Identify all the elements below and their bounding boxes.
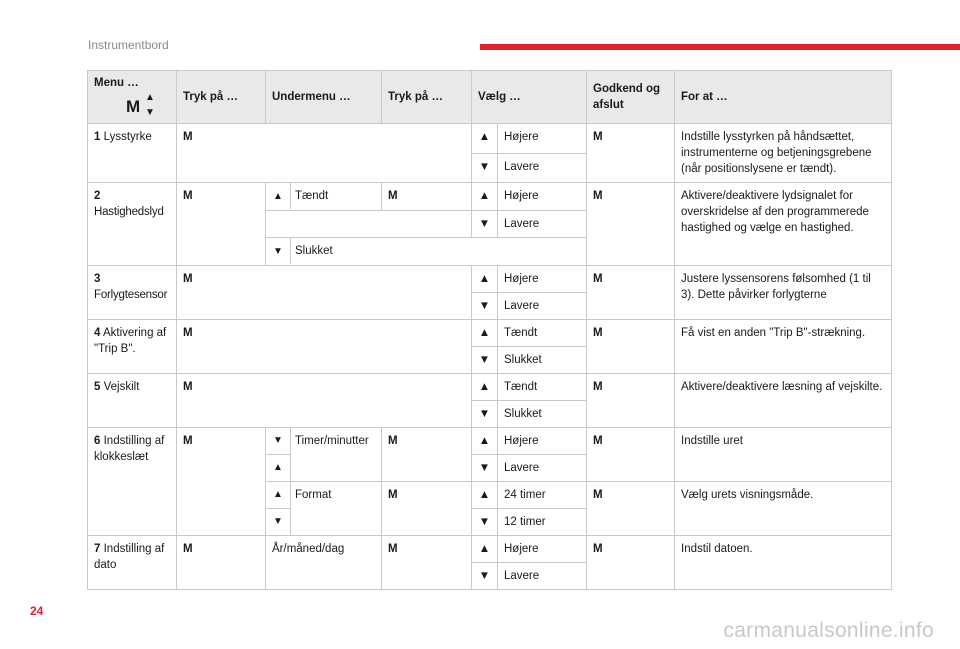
purpose-text: Vælg urets visningsmåde. <box>675 482 892 536</box>
table-header-row <box>88 71 892 124</box>
m-button-icon: M <box>587 374 675 428</box>
row-5-menu: 5 Vejskilt <box>88 374 177 428</box>
empty-cell <box>266 211 472 238</box>
menu-table <box>87 70 892 590</box>
m-button-icon: M <box>177 536 266 590</box>
option-label: Lavere <box>498 563 587 590</box>
m-button-icon: M <box>587 320 675 374</box>
row-6-menu: 6 Indstilling af klokkeslæt <box>88 428 177 536</box>
purpose-text: Aktivere/deaktivere læsning af vejskilte. <box>675 374 892 428</box>
row-4-menu: 4 Aktivering af "Trip B". <box>88 320 177 374</box>
submenu-on-cell <box>266 183 382 211</box>
submenu-label: Slukket <box>290 238 337 264</box>
m-button-icon: M <box>587 124 675 183</box>
purpose-text: Indstil datoen. <box>675 536 892 590</box>
arrow-up-icon: ▲ <box>472 428 498 455</box>
arrow-up-icon: ▲ <box>472 374 498 401</box>
m-button-icon: M <box>177 374 472 428</box>
purpose-text: Få vist en anden "Trip B"-strækning. <box>675 320 892 374</box>
arrow-down-icon: ▼ <box>472 455 498 482</box>
option-label: Højere <box>498 536 587 563</box>
m-button-icon: M <box>382 482 472 536</box>
option-label: Lavere <box>498 211 587 238</box>
row-1-menu: 1 Lysstyrke <box>88 124 177 183</box>
option-label: Højere <box>498 266 587 293</box>
header-confirm: Godkend og afslut <box>587 71 675 124</box>
arrow-up-icon: ▲ <box>472 536 498 563</box>
option-label: 24 timer <box>498 482 587 509</box>
submenu-time-cell <box>266 428 382 482</box>
section-title: Instrumentbord <box>88 38 169 52</box>
submenu-off-cell <box>266 238 587 266</box>
option-label: Lavere <box>498 153 587 183</box>
arrow-down-icon: ▼ <box>273 246 283 257</box>
arrow-down-icon: ▼ <box>472 153 498 183</box>
m-button-icon: M <box>382 428 472 482</box>
arrow-up-icon: ▲ <box>472 482 498 509</box>
arrow-up-icon: ▲ <box>472 183 498 211</box>
table-row-1a <box>88 124 892 154</box>
submenu-format-cell <box>266 482 382 536</box>
option-label: Tændt <box>498 320 587 347</box>
table-row-3a <box>88 266 892 293</box>
arrow-down-icon: ▼ <box>472 211 498 238</box>
option-label: Tændt <box>498 374 587 401</box>
header-press-1: Tryk på … <box>177 71 266 124</box>
submenu-label: Tændt <box>290 183 332 209</box>
m-button-icon: M <box>587 428 675 482</box>
arrow-down-icon: ▼ <box>266 428 290 455</box>
arrow-down-icon: ▼ <box>472 563 498 590</box>
arrow-up-icon: ▲ <box>273 191 283 202</box>
row-2-menu: 2 Hastighedslyd <box>88 183 177 266</box>
arrow-down-icon: ▼ <box>472 401 498 428</box>
option-label: Højere <box>498 124 587 154</box>
submenu-label: Timer/minutter <box>295 435 369 447</box>
arrow-down-icon: ▼ <box>472 293 498 320</box>
m-button-icon: M <box>587 183 675 266</box>
table-row-7a <box>88 536 892 563</box>
header-menu: Menu … M ▲ ▼ <box>88 71 177 124</box>
purpose-text: Aktivere/deaktivere lydsignalet for overskridelse af den programmerede hastighed og vælge en hastighed. <box>675 183 892 266</box>
arrow-down-icon: ▼ <box>472 509 498 536</box>
submenu-label: Format <box>295 489 332 501</box>
m-button-icon: M <box>177 124 472 183</box>
option-label: Slukket <box>498 401 587 428</box>
m-button-icon: M <box>587 482 675 536</box>
m-button-icon: M <box>177 320 472 374</box>
header-press-2: Tryk på … <box>382 71 472 124</box>
menu-up-down-icon: M ▲ ▼ <box>126 92 155 118</box>
option-label: Højere <box>498 183 587 211</box>
purpose-text: Indstille lysstyrken på håndsættet, instrumenterne og betjeningsgrebene (når positionslysene er tændt). <box>675 124 892 183</box>
m-button-icon: M <box>177 428 266 536</box>
table-row-6a <box>88 428 892 455</box>
header-accent-bar <box>480 44 960 50</box>
option-label: Lavere <box>498 293 587 320</box>
m-button-icon: M <box>587 266 675 320</box>
arrow-up-icon: ▲ <box>266 482 290 509</box>
arrow-up-icon: ▲ <box>472 266 498 293</box>
m-button-icon: M <box>177 183 266 266</box>
header-select: Vælg … <box>472 71 587 124</box>
m-button-icon: M <box>177 266 472 320</box>
purpose-text: Justere lyssensorens følsomhed (1 til 3). Dette påvirker forlygterne <box>675 266 892 320</box>
page-number: 24 <box>30 604 44 618</box>
arrow-down-icon: ▼ <box>472 347 498 374</box>
arrow-down-icon: ▼ <box>273 516 283 527</box>
submenu-label: År/måned/dag <box>266 536 382 590</box>
option-label: 12 timer <box>498 509 587 536</box>
arrow-up-icon: ▲ <box>472 124 498 154</box>
option-label: Højere <box>498 428 587 455</box>
m-button-icon: M <box>382 183 472 211</box>
arrow-up-icon: ▲ <box>273 462 283 473</box>
table-row-2a <box>88 183 892 211</box>
row-3-menu: 3 Forlygtesensor <box>88 266 177 320</box>
arrow-up-icon: ▲ <box>472 320 498 347</box>
watermark: carmanualsonline.info <box>723 619 934 642</box>
option-label: Slukket <box>498 347 587 374</box>
header-purpose: For at … <box>675 71 892 124</box>
table-row-4a <box>88 320 892 347</box>
option-label: Lavere <box>498 455 587 482</box>
row-7-menu: 7 Indstilling af dato <box>88 536 177 590</box>
m-button-icon: M <box>587 536 675 590</box>
purpose-text: Indstille uret <box>675 428 892 482</box>
header-submenu: Undermenu … <box>266 71 382 124</box>
m-button-icon: M <box>382 536 472 590</box>
table-row-5a <box>88 374 892 401</box>
